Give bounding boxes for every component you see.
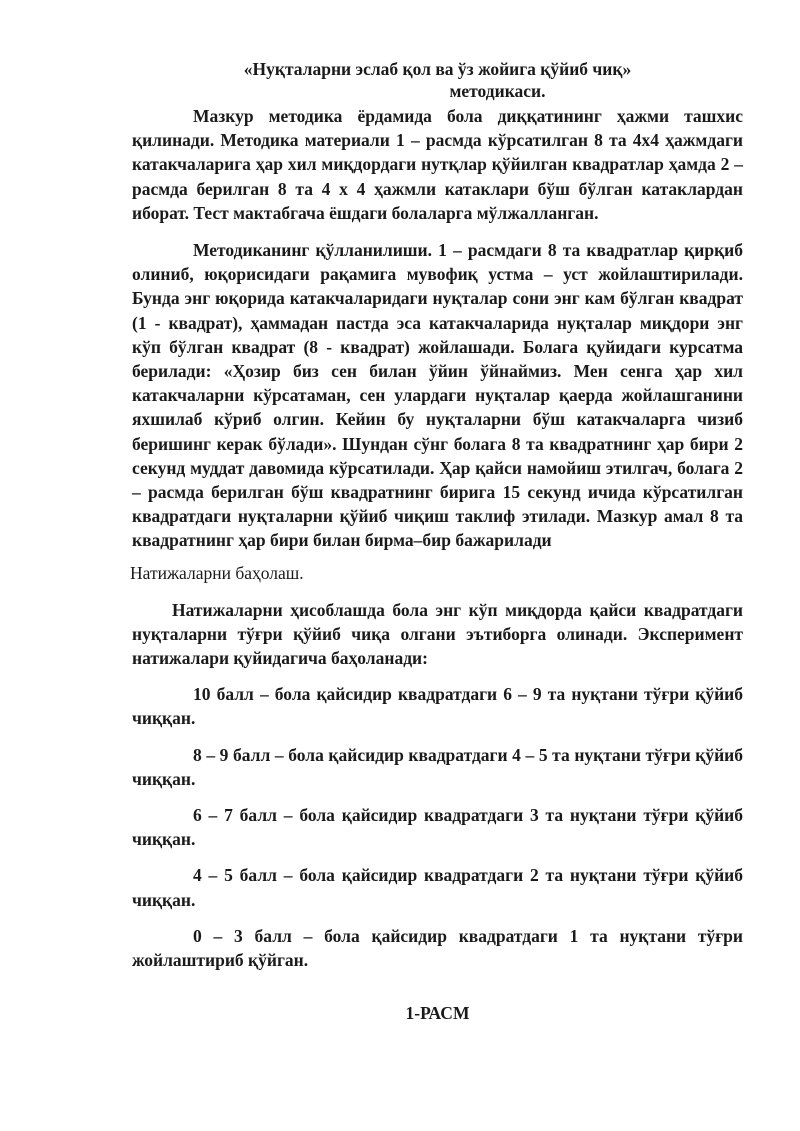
score-item: 6 – 7 балл – бола қайсидир квадратдаги 3 та нуқтани тўғри қўйиб чиққан. bbox=[132, 805, 743, 850]
figure-caption: 1-РАСМ bbox=[405, 1003, 470, 1024]
score-item: 0 – 3 балл – бола қайсидир квадратдаги 1 та нуқтани тўғри жойлаштириб қўйган. bbox=[132, 925, 743, 971]
document-title-line2: методикаси. bbox=[449, 81, 546, 101]
score-item: 8 – 9 балл – бола қайсидир квадратдаги 4 – 5 та нуқтани тўғри қўйиб чиққан. bbox=[132, 744, 743, 789]
score-item: 10 балл – бола қайсидир квадратдаги 6 – 9 та нуқтани тўғри қўйиб чиққан. bbox=[132, 684, 743, 729]
evaluation-heading: Натижаларни баҳолаш. bbox=[130, 562, 304, 583]
usage-paragraph: Методиканинг қўлланилиши. 1 – расмдаги 8 та квадратлар қирқиб олиниб, юқорисидаги рақамига мувофиқ устма – уст жойлаштирилади. Бунда энг юқорида катакчаларидаги нуқталар сони энг кам бўлган квадрат (1 - квадрат), ҳаммадан пастда эса катакчаларида нуқталар миқдори энг кўп бўлган квадрат (8 - квадрат) жойлашади. Болага қуйидаги курсатма берилади: «Ҳозир биз сен билан ўйин ўйнаймиз. Мен сенга ҳар хил катакчаларни кўрсатаман, сен улардаги нуқталар қаерда жойлашганини яхшилаб кўриб олгин. Кейин бу нуқталарни бўш катакчаларга чизиб беришинг керак бўлади». Шундан сўнг болага 8 та квадратнинг ҳар бири 2 секунд муддат давомида кўрсатилади. Ҳар қайси намойиш этилгач, болага 2 – расмда берилган бўш квадратнинг бирига 15 секунд ичида кўрсатилган квадратдаги нуқталарни қўйиб чиқиш таклиф этилади. Мазкур амал 8 та квадратнинг ҳар бири билан бирма–бир бажарилади bbox=[132, 240, 743, 551]
intro-paragraph: Мазкур методика ёрдамида бола диққатининг ҳажми ташхис қилинади. Методика материали 1 – расмда кўрсатилган 8 та 4х4 ҳажмдаги катакчаларига ҳар хил миқдордаги нутқлар қўйилган квадратлар ҳамда 2 – расмда берилган 8 та 4 х 4 ҳажмли катаклари бўш бўлган катаклардан иборат. Тест мактабгача ёшдаги болаларга мўлжалланган. bbox=[132, 106, 743, 223]
evaluation-paragraph: Натижаларни ҳисоблашда бола энг кўп миқдорда қайси квадратдаги нуқталарни тўғри қўйиб чиқа олгани эътиборга олинади. Эксперимент натижалари қуйидагича баҳоланади: bbox=[132, 599, 743, 669]
score-item: 4 – 5 балл – бола қайсидир квадратдаги 2 та нуқтани тўғри қўйиб чиққан. bbox=[132, 865, 743, 910]
document-page bbox=[132, 58, 743, 1024]
document-title-line1: «Нуқталарни эслаб қол ва ўз жойига қўйиб чиқ» bbox=[243, 59, 632, 79]
